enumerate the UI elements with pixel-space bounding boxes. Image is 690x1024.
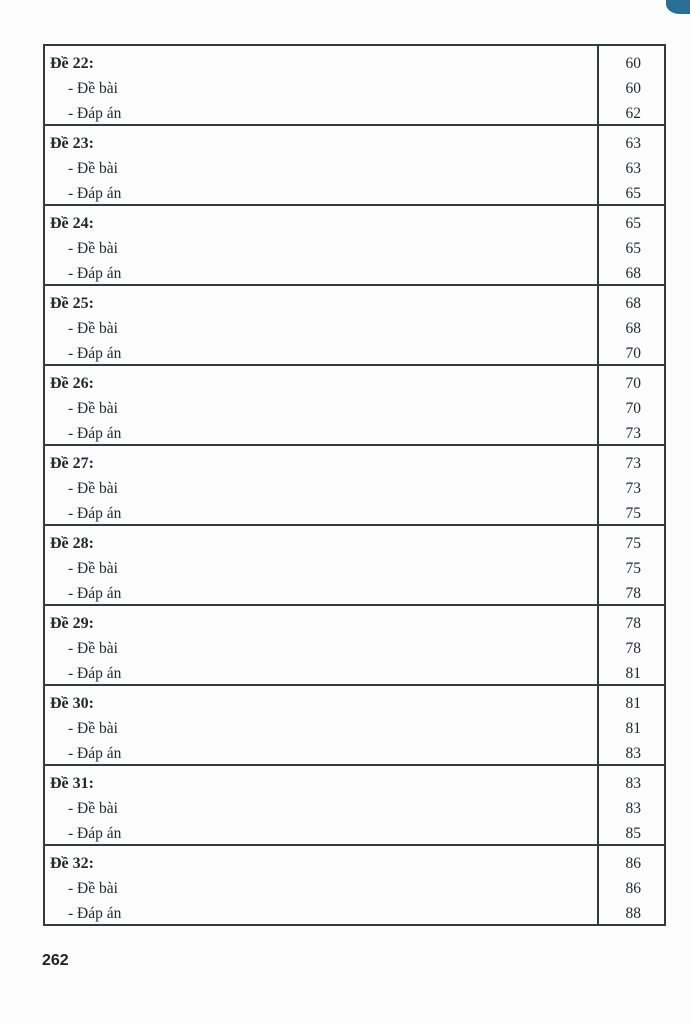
sub-item-de-bai: - Đề bài: [68, 80, 118, 97]
page-number: 81: [625, 695, 641, 712]
toc-pages-column: [599, 846, 664, 924]
page-number: 78: [625, 585, 641, 602]
toc-titles-column: [45, 206, 599, 284]
sub-item-dap-an: - Đáp án: [68, 745, 122, 762]
toc-section-de-28: [45, 526, 664, 606]
toc-pages-column: [599, 366, 664, 444]
page-number: 60: [625, 55, 641, 72]
section-title: Đề 31:: [50, 775, 94, 792]
toc-pages-column: [599, 206, 664, 284]
toc-section-de-29: [45, 606, 664, 686]
toc-titles-column: [45, 766, 599, 844]
page-number: 73: [625, 455, 641, 472]
toc-titles-column: [45, 446, 599, 524]
toc-section-de-23: [45, 126, 664, 206]
sub-item-de-bai: - Đề bài: [68, 480, 118, 497]
sub-item-dap-an: - Đáp án: [68, 665, 122, 682]
toc-titles-column: [45, 126, 599, 204]
sub-item-de-bai: - Đề bài: [68, 160, 118, 177]
toc-section-de-30: [45, 686, 664, 766]
page-number: 75: [625, 505, 641, 522]
toc-titles-column: [45, 606, 599, 684]
toc-section-de-26: [45, 366, 664, 446]
sub-item-de-bai: - Đề bài: [68, 560, 118, 577]
corner-color-mark: [666, 0, 690, 14]
page-number: 63: [625, 135, 641, 152]
section-title: Đề 29:: [50, 615, 94, 632]
toc-titles-column: [45, 46, 599, 124]
page-number: 65: [625, 215, 641, 232]
sub-item-dap-an: - Đáp án: [68, 505, 122, 522]
toc-pages-column: [599, 606, 664, 684]
sub-item-dap-an: - Đáp án: [68, 185, 122, 202]
toc-pages-column: [599, 766, 664, 844]
toc-section-de-32: [45, 846, 664, 924]
table-of-contents: [43, 44, 666, 926]
page-number: 81: [625, 720, 641, 737]
sub-item-dap-an: - Đáp án: [68, 105, 122, 122]
toc-section-de-31: [45, 766, 664, 846]
page-number: 62: [625, 105, 641, 122]
section-title: Đề 26:: [50, 375, 94, 392]
toc-pages-column: [599, 286, 664, 364]
toc-titles-column: [45, 846, 599, 924]
section-title: Đề 30:: [50, 695, 94, 712]
page-number: 70: [625, 375, 641, 392]
sub-item-de-bai: - Đề bài: [68, 880, 118, 897]
page-number: 78: [625, 640, 641, 657]
sub-item-dap-an: - Đáp án: [68, 825, 122, 842]
sub-item-de-bai: - Đề bài: [68, 400, 118, 417]
toc-titles-column: [45, 366, 599, 444]
toc-pages-column: [599, 526, 664, 604]
page-number: 68: [625, 265, 641, 282]
page-number: 81: [625, 665, 641, 682]
sub-item-de-bai: - Đề bài: [68, 640, 118, 657]
page-number: 83: [625, 745, 641, 762]
sub-item-de-bai: - Đề bài: [68, 800, 118, 817]
page-number: 65: [625, 240, 641, 257]
page-number: 78: [625, 615, 641, 632]
page-number: 75: [625, 535, 641, 552]
page-number: 70: [625, 400, 641, 417]
sub-item-dap-an: - Đáp án: [68, 585, 122, 602]
page-number: 83: [625, 800, 641, 817]
toc-section-de-24: [45, 206, 664, 286]
page-number: 83: [625, 775, 641, 792]
page-number: 60: [625, 80, 641, 97]
page-number: 65: [625, 185, 641, 202]
sub-item-de-bai: - Đề bài: [68, 720, 118, 737]
sub-item-dap-an: - Đáp án: [68, 265, 122, 282]
page-number: 85: [625, 825, 641, 842]
toc-pages-column: [599, 686, 664, 764]
toc-titles-column: [45, 686, 599, 764]
section-title: Đề 27:: [50, 455, 94, 472]
page-number: 73: [625, 480, 641, 497]
toc-titles-column: [45, 526, 599, 604]
section-title: Đề 28:: [50, 535, 94, 552]
toc-pages-column: [599, 446, 664, 524]
toc-titles-column: [45, 286, 599, 364]
toc-pages-column: [599, 126, 664, 204]
page-number: 73: [625, 425, 641, 442]
sub-item-dap-an: - Đáp án: [68, 345, 122, 362]
sub-item-de-bai: - Đề bài: [68, 320, 118, 337]
section-title: Đề 25:: [50, 295, 94, 312]
sub-item-dap-an: - Đáp án: [68, 905, 122, 922]
section-title: Đề 23:: [50, 135, 94, 152]
page-number: 86: [625, 855, 641, 872]
page-number: 63: [625, 160, 641, 177]
sub-item-dap-an: - Đáp án: [68, 425, 122, 442]
toc-section-de-27: [45, 446, 664, 526]
section-title: Đề 24:: [50, 215, 94, 232]
page-number: 86: [625, 880, 641, 897]
sub-item-de-bai: - Đề bài: [68, 240, 118, 257]
section-title: Đề 32:: [50, 855, 94, 872]
toc-section-de-22: [45, 46, 664, 126]
page-number: 68: [625, 320, 641, 337]
page-number: 75: [625, 560, 641, 577]
page-number: 68: [625, 295, 641, 312]
page-number: 88: [625, 905, 641, 922]
section-title: Đề 22:: [50, 55, 94, 72]
footer-page-number: 262: [42, 952, 69, 969]
page-number: 70: [625, 345, 641, 362]
toc-pages-column: [599, 46, 664, 124]
toc-section-de-25: [45, 286, 664, 366]
